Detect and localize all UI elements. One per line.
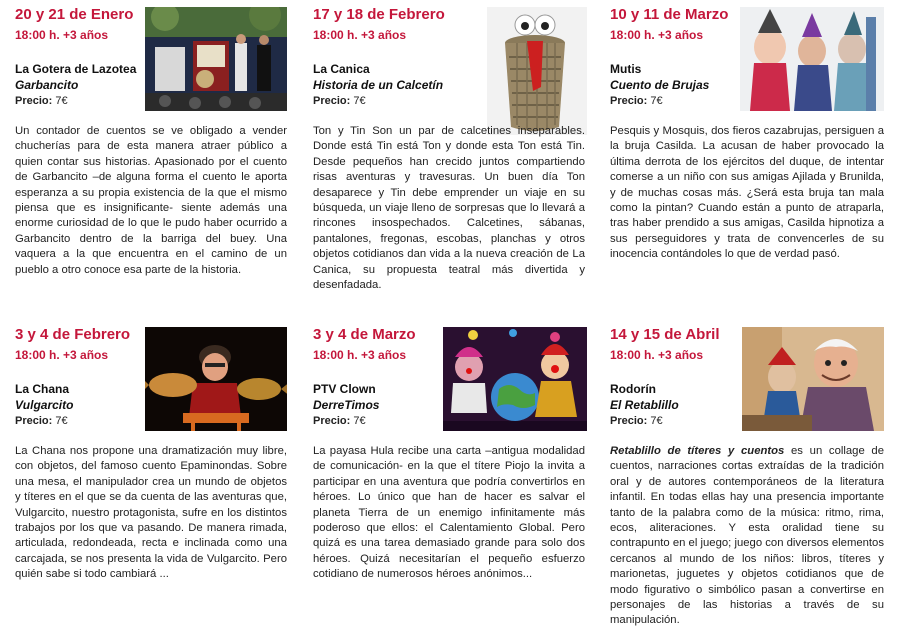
- event-show-title: Historia de un Calcetín: [313, 78, 444, 92]
- event-description: Un contador de cuentos se ve obligado a vender chucherías para de esta manera atraer público a quien contar sus historias. Apasionado por el cuento de Garbancito –de alguna forma el cuento le aporta esperanza a su propia existencia de la que el mismo piensa que es insignificante- siente además una enorme curiosidad de lo que le pudo haber ocurrido a Garbancito dentro de la barriga del buey. Una vaquera a la que encuentra en el camino de un pueblo a otro conoce esa parte de la historia.: [15, 125, 287, 276]
- event-description: La payasa Hula recibe una carta –antigua modalidad de comunicación- en la que el títere Piojo la invita a participar en una aventura que podría convertirlos en héroes. Lo único que han de hacer es salvar el planeta Tierra de un enemigo infinitamente más poderoso que ellos: el Calentamiento Global. Pero quizá es una tarea demasiado grande para solo dos héroes. Quizá necesitarían el pequeño esfuerzo cotidiano de numerosos héroes anónimos...: [313, 445, 585, 581]
- price-value: 7€: [353, 95, 366, 107]
- event-photo-calcetin: [487, 7, 587, 135]
- price-label: Precio:: [610, 95, 648, 107]
- event-show-title: Vulgarcito: [15, 398, 74, 412]
- event-header: [15, 6, 155, 107]
- event-company: PTV Clown: [313, 382, 376, 396]
- event-photo-retablillo: [742, 327, 884, 431]
- event-time: 18:00 h. +3 años: [15, 28, 109, 42]
- event-time: 18:00 h. +3 años: [610, 348, 704, 362]
- event-date: 3 y 4 de Marzo: [313, 326, 416, 343]
- event-company: Mutis: [610, 62, 642, 76]
- event-price: [313, 95, 453, 107]
- event-date: 10 y 11 de Marzo: [610, 6, 729, 23]
- event-date: 14 y 15 de Abril: [610, 326, 720, 343]
- price-value: 7€: [650, 415, 663, 427]
- price-value: 7€: [55, 415, 68, 427]
- event-header: [313, 6, 453, 107]
- event-card-retablillo: [610, 326, 896, 627]
- event-photo-garbancito: [145, 7, 287, 111]
- event-company: La Canica: [313, 62, 370, 76]
- description-text: es un collage de cuentos, narraciones cortas extraídas de la tradición oral y de autores contemporáneos de la literatura infantil. En todas ellas hay una presencia importante tanto de la palabra como de la música: ritmo, rima, ecos, aliteraciones. Y esta oralidad tiene su contrapunto en el juego; juego con diversos elementos cercanos al mundo de los niños: libros, títeres y marionetas, juguetes y objetos cotidianos que de modo figurativo o simbólico pasan a convertirse en personajes de las historias a través de su manipulación.: [610, 445, 884, 627]
- price-label: Precio:: [15, 415, 53, 427]
- event-date: 20 y 21 de Enero: [15, 6, 134, 23]
- price-label: Precio:: [15, 95, 53, 107]
- price-label: Precio:: [610, 415, 648, 427]
- event-description: Pesquis y Mosquis, dos fieros cazabrujas, persiguen a la bruja Casilda. La acusan de haber provocado la última derrota de los ejércitos del duque, de intentar comerse a un niño con sus amigas Ajilada y Brunilda, y de muchas cosas más. ¿Será esta bruja tan mala como la pintan? Cuando están a punto de atraparla, tras haber prendido a sus amigas, Casilda hipnotiza a sus perseguidores y trata de convencerles de su inocencia contándoles lo que de verdad pasó.: [610, 125, 884, 261]
- event-card-derretimos: [313, 326, 599, 606]
- event-price: [15, 415, 155, 427]
- event-header: [610, 6, 750, 107]
- event-price: [15, 95, 155, 107]
- event-photo-brujas: [740, 7, 884, 111]
- price-label: Precio:: [313, 415, 351, 427]
- price-label: Precio:: [313, 95, 351, 107]
- event-date: 3 y 4 de Febrero: [15, 326, 131, 343]
- event-date: 17 y 18 de Febrero: [313, 6, 445, 23]
- event-photo-derretimos: [443, 327, 587, 431]
- event-company: La Gotera de Lazotea: [15, 62, 137, 76]
- description-emphasis: Retablillo de títeres y cuentos: [610, 445, 785, 457]
- event-header: [313, 326, 453, 427]
- event-header: [15, 326, 155, 427]
- event-card-historia-calcetin: [313, 6, 599, 296]
- event-company: La Chana: [15, 382, 70, 396]
- event-time: 18:00 h. +3 años: [15, 348, 109, 362]
- event-card-garbancito: [15, 6, 301, 296]
- event-time: 18:00 h. +3 años: [313, 348, 407, 362]
- event-company: Rodorín: [610, 382, 656, 396]
- event-time: 18:00 h. +3 años: [313, 28, 407, 42]
- event-show-title: Garbancito: [15, 78, 79, 92]
- event-price: [313, 415, 453, 427]
- event-time: 18:00 h. +3 años: [610, 28, 704, 42]
- event-show-title: El Retablillo: [610, 398, 679, 412]
- price-value: 7€: [55, 95, 68, 107]
- price-value: 7€: [353, 415, 366, 427]
- event-price: [610, 95, 750, 107]
- event-header: [610, 326, 750, 427]
- event-show-title: Cuento de Brujas: [610, 78, 710, 92]
- event-show-title: DerreTimos: [313, 398, 380, 412]
- event-description: La Chana nos propone una dramatización muy libre, con objetos, del famoso cuento Epaminondas. Sobre una mesa, el manipulador crea un mundo de objetos y títeres en el que se da cuenta de las aventuras que, Vulgarcito, nuestro protagonista, sufre en los distintos trabajos por los que va pasando. De manera rimada, articulada, redondeada, recta e inclinada como una carcajada, se nos presenta la vida de Vulgarcito. Pero quién sabe si todo cambiará ...: [15, 445, 287, 581]
- event-card-cuento-brujas: [610, 6, 896, 296]
- price-value: 7€: [650, 95, 663, 107]
- event-photo-vulgarcito: [145, 327, 287, 431]
- event-price: [610, 415, 750, 427]
- event-card-vulgarcito: [15, 326, 301, 606]
- event-description: [610, 444, 884, 629]
- event-description: Ton y Tin Son un par de calcetines inseparables. Donde está Tin está Ton y donde esta Ton está Tin. Desde pequeños han crecido juntos compartiendo risas aventuras y travesuras. Un buen día Ton desaparece y Tin debe emprender un viaje en su búsqueda, un viaje lleno de sorpresas que lo llevará a rincones insospechados. Calcetines, sábanas, pantalones, fregonas, escobas, planchas y otros objetos cotidianos dan vida a la nueva creación de La Canica, su propuesta teatral más divertida y desenfadada.: [313, 125, 585, 292]
